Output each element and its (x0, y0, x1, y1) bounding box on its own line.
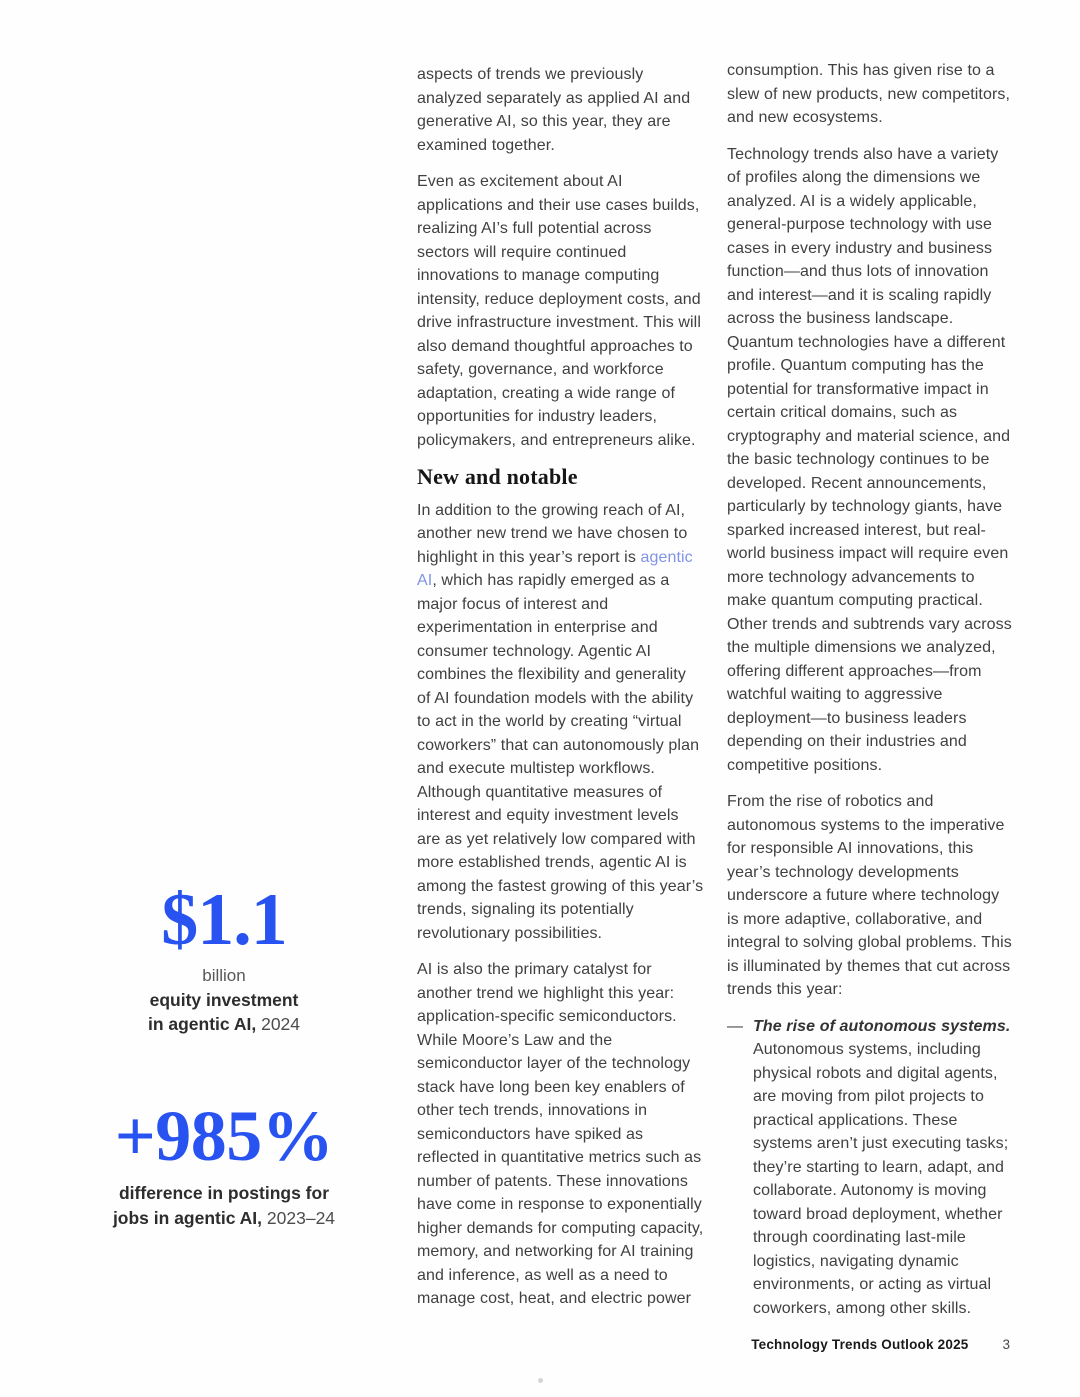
footer-page-number: 3 (1002, 1337, 1010, 1352)
stat-label-postings (76, 1181, 372, 1230)
stat-unit-billion: billion (202, 965, 246, 985)
stat-year: 2023–24 (266, 1207, 336, 1228)
paragraph: AI is also the primary catalyst for another trend we highlight this year: application-specific semiconductors. While Moore’s Law and the semiconductor layer of the technology stack have long been key enablers of other tech trends, innovations in semiconductors have spiked as reflected in quantitative metrics such as number of patents. These innovations have come in response to exponentially higher demands for computing capacity, memory, and networking for AI training and inference, as well as a need to manage cost, heat, and electric power (417, 961, 704, 1307)
paragraph-text: , which has rapidly emerged as a major focus of interest and experimentation in enterprise and consumer technology. Agentic AI combines the flexibility and generality of AI foundation models with the ability to act in the world by creating “virtual coworkers” that can autonomously plan and execute multistep workflows. Although quantitative measures of interest and equity investment levels are as yet relatively low compared with more established trends, agentic AI is among the fastest growing of this year’s trends, signaling its potentially revolutionary possibilities. (417, 572, 704, 942)
column-right (727, 59, 1014, 1320)
sidebar-stats (76, 879, 372, 1230)
column-middle (417, 63, 704, 1324)
stat-label-line1: difference in postings for (118, 1183, 330, 1204)
paragraph: Even as excitement about AI applications and their use cases builds, realizing AI’s full potential across sectors will require continued innovations to manage computing intensity, reduce deployment costs, and drive infrastructure investment. This will also demand thoughtful approaches to safety, governance, and workforce adaptation, creating a wide range of opportunities for industry leaders, policymakers, and entrepreneurs alike. (417, 173, 701, 449)
stat-label-line2: jobs in agentic AI, (112, 1207, 263, 1228)
stat-equity-investment (76, 879, 372, 1037)
dash-bullet: — (727, 1017, 744, 1035)
bullet-lead: The rise of autonomous systems. (753, 1017, 1011, 1035)
agentic-ai-link[interactable]: agentic AI (417, 548, 693, 589)
paragraph: aspects of trends we previously analyzed separately as applied AI and generative AI, so this year, they are examined together. (417, 66, 691, 154)
section-heading: New and notable (417, 464, 578, 489)
footer-report-title: Technology Trends Outlook 2025 (751, 1337, 969, 1352)
page-mark-dot (538, 1378, 543, 1383)
stat-value-equity: $1.1 (161, 879, 287, 961)
stat-year: 2024 (261, 1014, 301, 1035)
stat-job-postings (76, 1095, 372, 1231)
paragraph: consumption. This has given rise to a slew of new products, new competitors, and new ecosystems. (727, 62, 1011, 126)
stat-label-line1: equity investment (149, 989, 299, 1010)
stat-value-postings: +985% (114, 1095, 334, 1176)
paragraph: From the rise of robotics and autonomous systems to the imperative for responsible AI innovations, this year’s technology developments underscore a future where technology is more adaptive, collaborative, and integral to solving global problems. This is illuminated by themes that cut across trends this year: (727, 793, 1012, 998)
paragraph (417, 499, 704, 946)
paragraph-text: In addition to the growing reach of AI, another new trend we have chosen to highlight in this year’s report is (417, 501, 688, 566)
page-footer (751, 1337, 1010, 1352)
stat-label-equity (76, 988, 372, 1037)
bullet-body (753, 1015, 1014, 1321)
paragraph: Technology trends also have a variety of profiles along the dimensions we analyzed. AI is a widely applicable, general-purpose technology with use cases in every industry and business function—and thus lots of innovation and interest—and it is scaling rapidly across the business landscape. Quantum technologies have a different profile. Quantum computing has the potential for transformative impact in certain critical domains, such as cryptography and material science, and the basic technology continues to be developed. Recent announcements, particularly by technology giants, have sparked increased interest, but real-world business impact will require even more technology advancements to make quantum computing practical. Other trends and subtrends vary across the multiple dimensions we analyzed, offering different approaches—from watchful waiting to aggressive deployment—to business leaders depending on their industries and competitive positions. (727, 145, 1012, 774)
bullet-text: Autonomous systems, including physical robots and digital agents, are moving from pilot projects to practical applications. These systems aren’t just executing tasks; they’re starting to learn, adapt, and collaborate. Autonomy is moving toward broad deployment, whether through coordinating last-mile logistics, navigating dynamic environments, or acting as virtual coworkers, among other skills. (753, 1041, 1009, 1317)
bullet-item (727, 1015, 1014, 1321)
stat-label-line2: in agentic AI, (147, 1014, 257, 1035)
